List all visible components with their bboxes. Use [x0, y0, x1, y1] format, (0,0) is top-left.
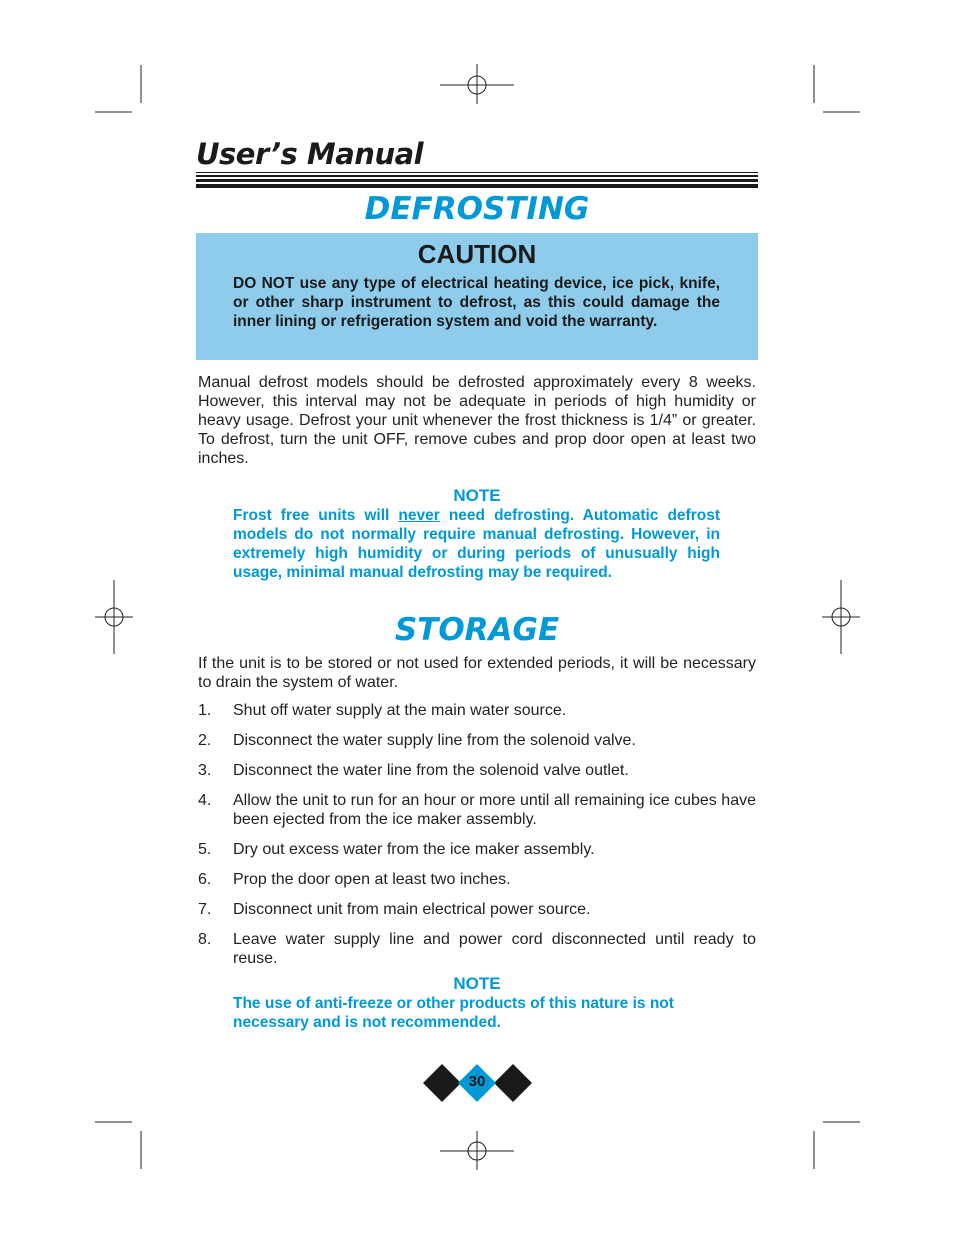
step-text: Disconnect unit from main electrical power source.	[233, 901, 591, 918]
storage-step	[198, 731, 756, 750]
step-number: 8.	[198, 931, 212, 948]
note-text-before: Frost free units will	[233, 507, 399, 524]
step-number: 3.	[198, 762, 212, 779]
step-number: 7.	[198, 901, 212, 918]
step-number: 6.	[198, 871, 212, 888]
page-number: 30	[468, 1073, 486, 1090]
note-text-after: need defrosting. Automatic defrost models do not normally require manual defrosting. However, in extremely high humidity or during periods of unusually high usage, minimal manual defrosting may be required.	[233, 507, 720, 581]
step-text: Disconnect the water supply line from the solenoid valve.	[233, 732, 636, 749]
diamond-right-icon	[494, 1064, 532, 1102]
storage-step	[198, 791, 756, 829]
defrost-note-heading: NOTE	[453, 486, 501, 505]
defrosting-heading: DEFROSTING	[364, 191, 590, 227]
step-number: 2.	[198, 732, 212, 749]
caution-text: DO NOT use any type of electrical heating device, ice pick, knife, or other sharp instrument to defrost, as this could damage the inner lining or refrigeration system and void the warranty.	[233, 275, 720, 330]
registration-mark-bottom	[440, 1131, 514, 1170]
defrost-paragraph: Manual defrost models should be defrosted approximately every 8 weeks. However, this interval may not be adequate in periods of high humidity or heavy usage. Defrost your unit whenever the frost thickness is 1/4” or greater. To defrost, turn the unit OFF, remove cubes and prop door open at least two inches.	[198, 374, 756, 467]
storage-step	[198, 840, 756, 859]
storage-step	[198, 870, 756, 889]
storage-step	[198, 761, 756, 780]
step-number: 4.	[198, 792, 212, 809]
manual-title: User’s Manual	[196, 137, 424, 171]
storage-step	[198, 701, 756, 720]
step-number: 5.	[198, 841, 212, 858]
registration-mark-top	[440, 64, 514, 104]
step-text: Allow the unit to run for an hour or more until all remaining ice cubes have been ejected from the ice maker assembly.	[233, 792, 756, 828]
storage-steps	[198, 701, 756, 979]
registration-mark-right	[822, 580, 860, 654]
storage-note-heading: NOTE	[453, 974, 501, 993]
step-number: 1.	[198, 702, 212, 719]
step-text: Dry out excess water from the ice maker assembly.	[233, 841, 595, 858]
storage-step	[198, 900, 756, 919]
step-text: Leave water supply line and power cord disconnected until ready to reuse.	[233, 931, 756, 967]
storage-note-text: The use of anti-freeze or other products of this nature is not necessary and is not recommended.	[233, 995, 674, 1031]
defrost-note-text	[233, 506, 720, 582]
caution-box	[196, 233, 758, 360]
step-text: Disconnect the water line from the solenoid valve outlet.	[233, 762, 629, 779]
note-emphasis-never: never	[398, 507, 440, 524]
step-text: Shut off water supply at the main water source.	[233, 702, 567, 719]
storage-step	[198, 930, 756, 968]
diamond-left-icon	[423, 1064, 461, 1102]
storage-intro: If the unit is to be stored or not used for extended periods, it will be necessary to drain the system of water.	[198, 655, 756, 691]
step-text: Prop the door open at least two inches.	[233, 871, 511, 888]
title-underline-rules	[196, 172, 758, 190]
storage-heading: STORAGE	[394, 612, 560, 648]
registration-mark-left	[95, 580, 133, 654]
caution-heading: CAUTION	[417, 239, 537, 269]
